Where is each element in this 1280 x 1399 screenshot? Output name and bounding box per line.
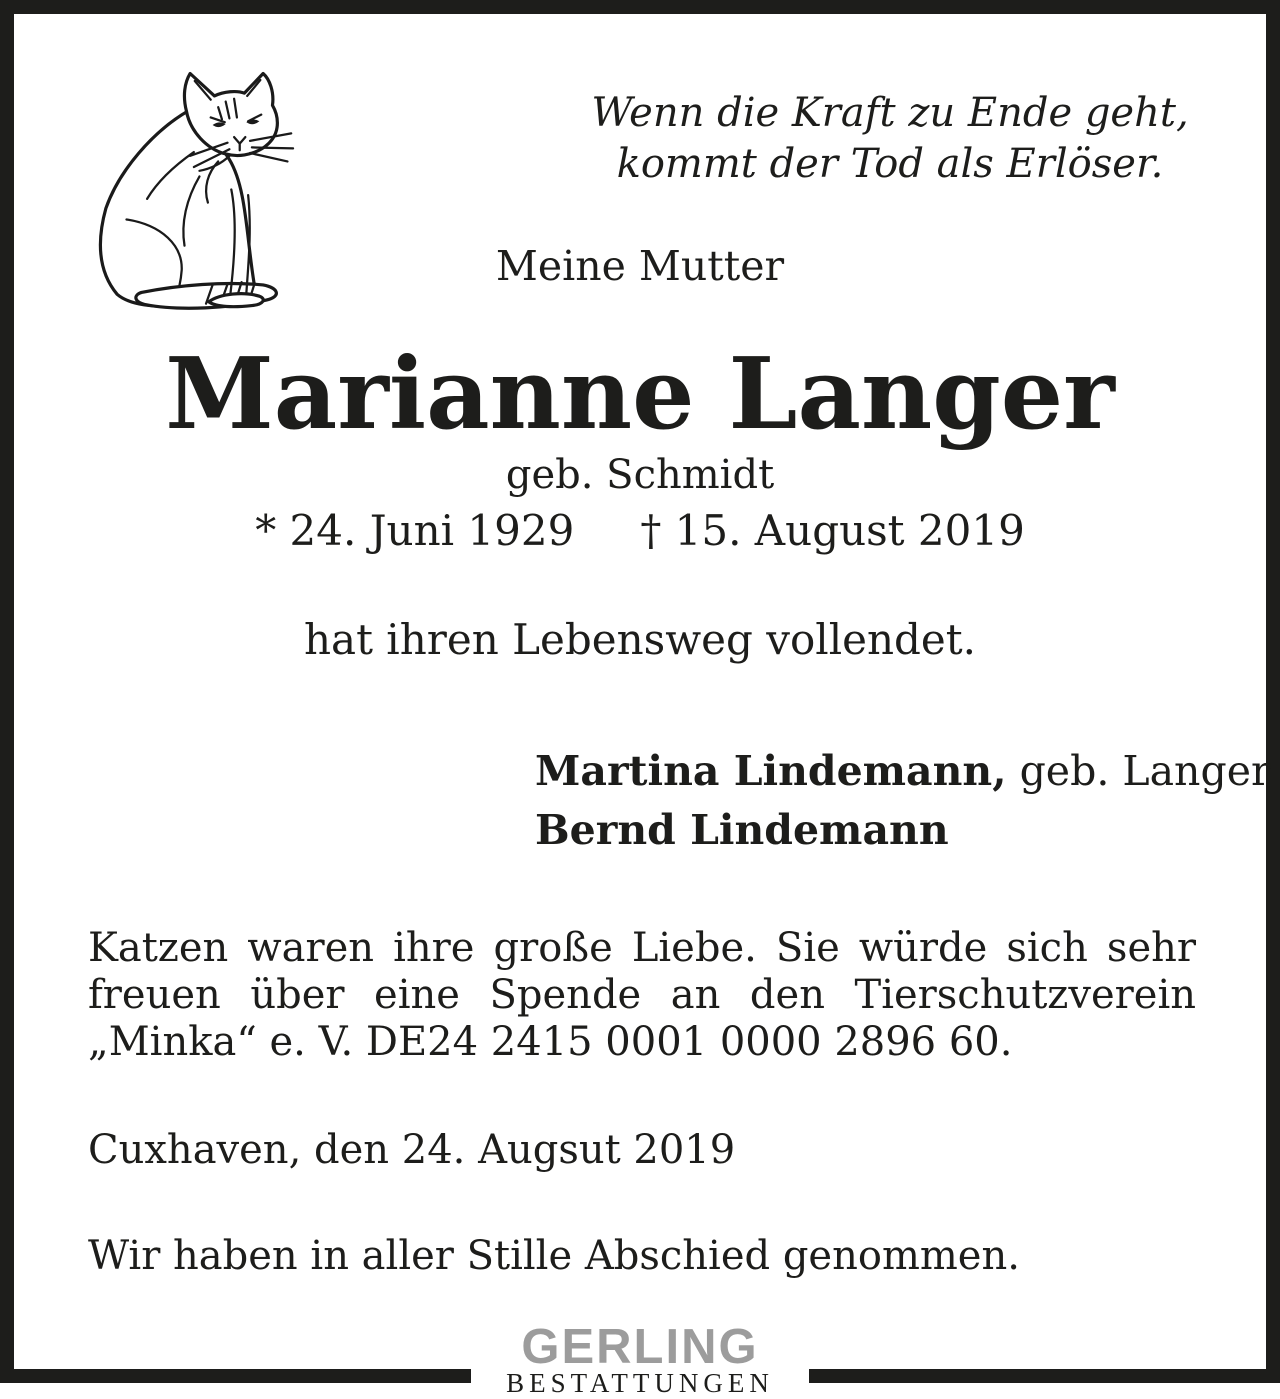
closing-statement: Wir haben in aller Stille Abschied genommen. xyxy=(88,1233,1020,1279)
place-and-date: Cuxhaven, den 24. Augsut 2019 xyxy=(88,1127,736,1173)
epitaph-quote xyxy=(560,88,1220,190)
relation-intro: Meine Mutter xyxy=(495,242,785,290)
mourner-name: Bernd Lindemann xyxy=(535,806,949,854)
funeral-home-subtitle: BESTATTUNGEN xyxy=(506,1368,774,1398)
epitaph-quote-line2: kommt der Tod als Erlöser. xyxy=(616,141,1164,187)
mourners-list xyxy=(535,742,1271,860)
life-statement: hat ihren Lebensweg vollendet. xyxy=(303,615,977,664)
funeral-home-logo xyxy=(471,1320,809,1399)
death-date: † 15. August 2019 xyxy=(640,506,1025,555)
funeral-home-name: GERLING xyxy=(521,1320,759,1374)
mourner-row xyxy=(535,801,1271,860)
donation-line3: „Minka“ e. V. DE24 2415 0001 0000 2896 60. xyxy=(88,1019,1013,1065)
donation-line1: Katzen waren ihre große Liebe. Sie würde sich sehr xyxy=(88,925,1196,971)
epitaph-quote-line1: Wenn die Kraft zu Ende geht, xyxy=(591,90,1189,136)
deceased-name: Marianne Langer xyxy=(165,337,1115,452)
mourner-suffix: geb. Langer xyxy=(1006,747,1271,795)
donation-paragraph xyxy=(88,925,1196,1066)
mourner-row xyxy=(535,742,1271,801)
life-dates xyxy=(0,506,1280,555)
deceased-birth-name: geb. Schmidt xyxy=(505,452,775,498)
birth-date: * 24. Juni 1929 xyxy=(255,506,575,555)
donation-line2: freuen über eine Spende an den Tierschutzverein xyxy=(88,972,1196,1018)
mourner-name: Martina Lindemann, xyxy=(535,747,1007,795)
